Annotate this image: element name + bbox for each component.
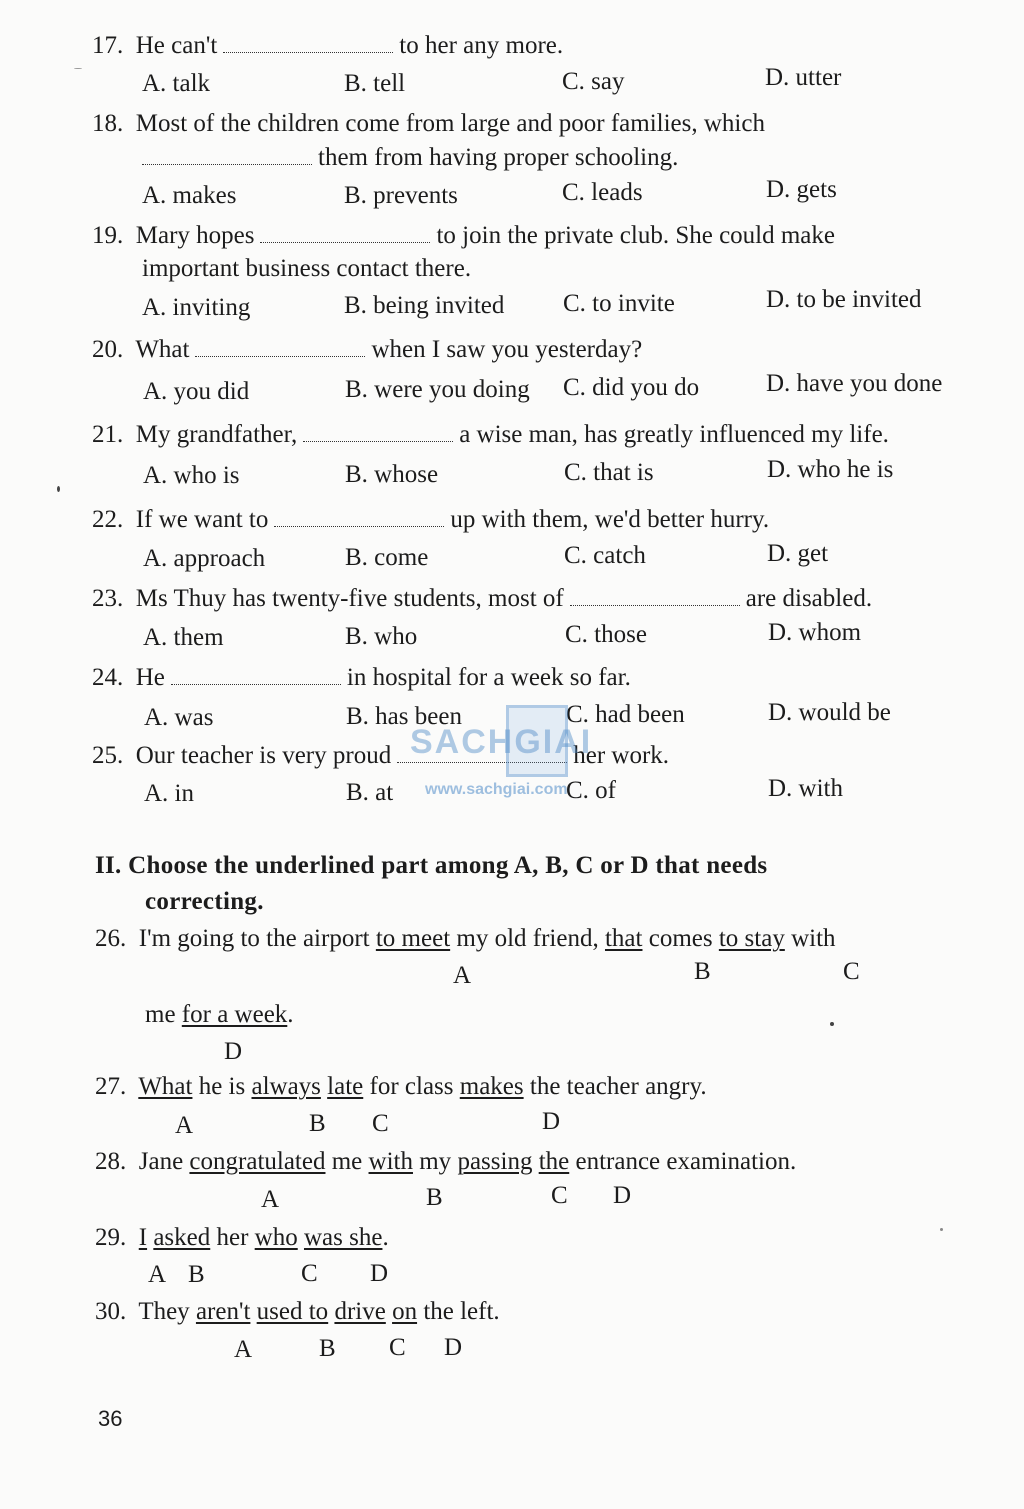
- underlined-part-c: to stay: [718, 925, 785, 952]
- underlined-part-b: that: [604, 925, 643, 952]
- question-number: 28.: [95, 1148, 127, 1175]
- question-number: 19.: [92, 222, 124, 249]
- label-d: D: [370, 1260, 389, 1287]
- option-b: B. has been: [346, 703, 462, 730]
- option-a: A. approach: [143, 545, 266, 572]
- scan-speck: [74, 68, 82, 69]
- question-text: he is: [192, 1073, 252, 1100]
- question-text: .: [287, 1001, 294, 1028]
- scan-speck: [940, 1228, 943, 1231]
- question-text: entrance examination.: [569, 1148, 797, 1175]
- underlined-part-a: aren't: [195, 1298, 251, 1325]
- underlined-part-d: on: [392, 1298, 418, 1325]
- underlined-part-c: drive: [334, 1298, 386, 1325]
- question-text: Mary hopes: [135, 222, 255, 249]
- option-d: D. utter: [765, 64, 842, 91]
- question-text: up with them, we'd better hurry.: [450, 506, 770, 533]
- option-d: D. get: [767, 540, 829, 567]
- question-number: 30.: [95, 1298, 127, 1325]
- question-number: 23.: [92, 585, 124, 612]
- option-b: B. come: [345, 544, 429, 571]
- question-text: my old friend,: [450, 925, 605, 952]
- question-text: her work.: [573, 742, 670, 769]
- label-c: C: [301, 1260, 318, 1287]
- question-text: are disabled.: [745, 585, 873, 612]
- question-text: me: [145, 1001, 182, 1028]
- label-a: A: [453, 962, 472, 989]
- label-c: C: [843, 958, 860, 985]
- answer-blank: [570, 585, 740, 606]
- option-b: B. were you doing: [345, 376, 530, 403]
- option-a: A. was: [144, 704, 214, 731]
- label-c: C: [551, 1182, 568, 1209]
- underlined-part-a: What: [138, 1073, 193, 1100]
- underlined-part-d: was she: [303, 1224, 383, 1251]
- label-a: A: [234, 1336, 253, 1363]
- option-b: B. at: [346, 779, 394, 806]
- underlined-part-a: I: [138, 1224, 148, 1251]
- label-d: D: [613, 1182, 632, 1209]
- label-a: A: [261, 1186, 280, 1213]
- scan-speck: [57, 486, 60, 492]
- option-a: A. them: [143, 624, 224, 651]
- answer-blank: [397, 742, 567, 763]
- answer-blank: [171, 664, 341, 685]
- option-c: C. those: [565, 621, 647, 648]
- label-b: B: [694, 958, 711, 985]
- question-text: My grandfather,: [135, 421, 298, 448]
- label-d: D: [444, 1334, 463, 1361]
- question-text: in hospital for a week so far.: [346, 664, 631, 691]
- underlined-part-d: for a week: [181, 1001, 288, 1028]
- question-number: 21.: [92, 421, 124, 448]
- question-text: for class: [363, 1073, 460, 1100]
- question-text: important business contact there.: [142, 255, 472, 282]
- option-b: B. prevents: [344, 182, 458, 209]
- scan-speck: [830, 1022, 834, 1026]
- question-number: 20.: [92, 336, 124, 363]
- underlined-part-d: makes: [459, 1073, 524, 1100]
- question-number: 29.: [95, 1224, 127, 1251]
- question-number: 24.: [92, 664, 124, 691]
- label-c: C: [372, 1110, 389, 1137]
- question-text: her: [210, 1224, 255, 1251]
- label-a: A: [175, 1112, 194, 1139]
- option-b: B. who: [345, 623, 418, 650]
- section-heading: II. Choose the underlined part among A, B, C or D that needs: [95, 852, 768, 879]
- question-text: comes: [642, 925, 719, 952]
- label-b: B: [319, 1335, 336, 1362]
- question-text: Ms Thuy has twenty-five students, most of: [135, 585, 564, 612]
- question-number: 26.: [95, 925, 127, 952]
- question-text: I'm going to the airport: [138, 925, 376, 952]
- underlined-part-c: passing: [457, 1148, 533, 1175]
- question-text: Jane: [138, 1148, 190, 1175]
- option-b: B. whose: [345, 461, 439, 488]
- question-text: the left.: [417, 1298, 500, 1325]
- underlined-part-a: to meet: [375, 925, 451, 952]
- option-a: A. you did: [143, 378, 250, 405]
- question-text: a wise man, has greatly influenced my life.: [459, 421, 889, 448]
- question-number: 18.: [92, 110, 124, 137]
- option-d: D. have you done: [766, 370, 943, 397]
- question-text: They: [138, 1298, 196, 1325]
- label-b: B: [426, 1184, 443, 1211]
- question-text: Our teacher is very proud: [135, 742, 392, 769]
- label-c: C: [389, 1334, 406, 1361]
- label-a: A: [148, 1261, 167, 1288]
- question-text: .: [382, 1224, 389, 1251]
- question-text: If we want to: [135, 506, 269, 533]
- underlined-part-b: used to: [256, 1298, 329, 1325]
- underlined-part-b: always: [251, 1073, 321, 1100]
- question-number: 27.: [95, 1073, 127, 1100]
- option-d: D. to be invited: [766, 286, 922, 313]
- question-text: What: [135, 336, 190, 363]
- question-text: He: [135, 664, 165, 691]
- section-heading-cont: correcting.: [145, 888, 264, 915]
- option-c: C. of: [566, 777, 616, 804]
- watermark-url: www.sachgiai.com: [425, 781, 568, 798]
- answer-blank: [195, 336, 365, 357]
- option-d: D. whom: [768, 619, 862, 646]
- option-d: D. would be: [768, 699, 891, 726]
- question-text: to join the private club. She could make: [436, 222, 835, 249]
- label-b: B: [309, 1110, 326, 1137]
- option-c: C. to invite: [563, 290, 675, 317]
- question-number: 17.: [92, 32, 124, 59]
- underlined-part-b: asked: [153, 1224, 211, 1251]
- question-number: 25.: [92, 742, 124, 769]
- label-b: B: [188, 1261, 205, 1288]
- page-number: 36: [98, 1406, 123, 1431]
- question-number: 22.: [92, 506, 124, 533]
- label-d: D: [542, 1108, 561, 1135]
- option-c: C. say: [562, 68, 625, 95]
- option-c: C. leads: [562, 179, 643, 206]
- option-d: D. who he is: [767, 456, 894, 483]
- question-text: the teacher angry.: [523, 1073, 707, 1100]
- question-text: Most of the children come from large and poor families, which: [135, 110, 765, 137]
- watermark-brand: SACHGIAI: [410, 723, 593, 761]
- question-text: them from having proper schooling.: [318, 144, 679, 171]
- option-a: A. talk: [142, 70, 211, 97]
- underlined-part-a: congratulated: [189, 1148, 326, 1175]
- question-text: my: [412, 1148, 458, 1175]
- option-b: B. being invited: [344, 292, 505, 319]
- underlined-part-b: with: [368, 1148, 413, 1175]
- answer-blank: [303, 421, 453, 442]
- question-text: me: [325, 1148, 369, 1175]
- answer-blank: [260, 222, 430, 243]
- underlined-part-c: who: [254, 1224, 298, 1251]
- option-a: A. who is: [143, 462, 240, 489]
- option-d: D. gets: [766, 176, 837, 203]
- question-text: with: [784, 925, 836, 952]
- underlined-part-c: late: [327, 1073, 364, 1100]
- label-d: D: [224, 1038, 243, 1065]
- question-text: He can't: [135, 32, 218, 59]
- answer-blank: [142, 144, 312, 165]
- option-c: C. catch: [564, 542, 646, 569]
- question-text: to her any more.: [399, 32, 564, 59]
- option-a: A. in: [144, 780, 194, 807]
- option-d: D. with: [768, 775, 843, 802]
- option-a: A. makes: [142, 182, 237, 209]
- question-text: when I saw you yesterday?: [371, 336, 643, 363]
- underlined-part-d: the: [538, 1148, 570, 1175]
- option-c: C. that is: [564, 459, 654, 486]
- option-c: C. did you do: [563, 374, 700, 401]
- option-a: A. inviting: [142, 294, 251, 321]
- option-b: B. tell: [344, 70, 406, 97]
- option-c: C. had been: [566, 701, 685, 728]
- answer-blank: [223, 32, 393, 53]
- answer-blank: [274, 506, 444, 527]
